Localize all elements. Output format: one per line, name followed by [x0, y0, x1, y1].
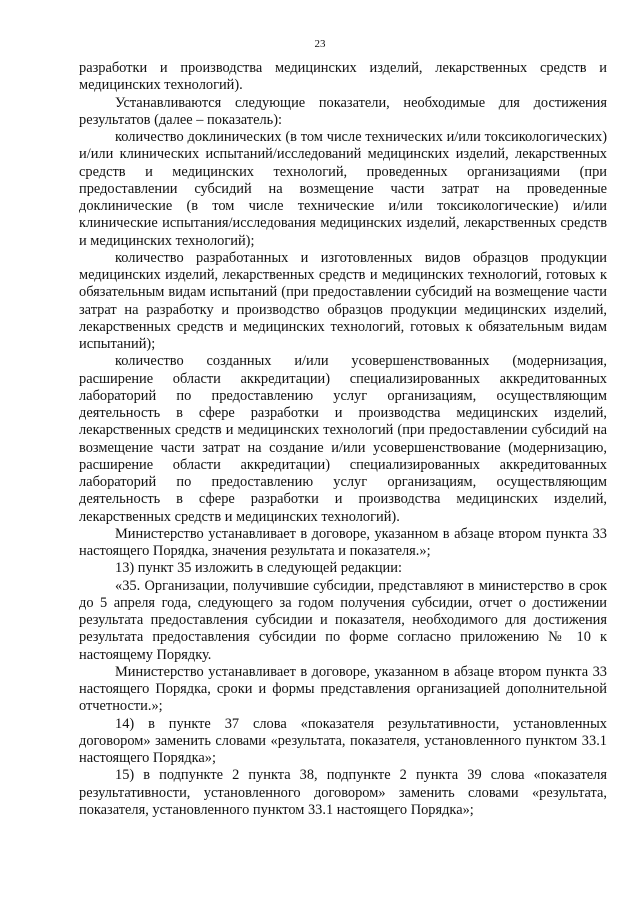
- paragraph: Министерство устанавливает в договоре, указанном в абзаце втором пункта 33 настоящего Порядка, сроки и формы представления организацией дополнительной отчетности.»;: [79, 663, 607, 715]
- paragraph: количество доклинических (в том числе технических и/или токсикологических) и/или клинических испытаний/исследований медицинских изделий, лекарственных средств и медицинских технологий, проведенных организациями (при предоставлении субсидий на возмещение части затрат на проведенные доклинические (в том числе технические и/или токсикологические) и/или клинические испытания/исследования медицинских изделий, лекарственных средств и медицинских технологий);: [79, 129, 607, 249]
- paragraph: количество созданных и/или усовершенствованных (модернизация, расширение области аккредитации) специализированных аккредитованных лабораторий по предоставлению услуг организациям, осуществляющим деятельность в сфере разработки и производства медицинских изделий, лекарственных средств и медицинских технологий (при предоставлении субсидий на возмещение части затрат на создание и/или усовершенствование (модернизацию, расширение области аккредитации) специализированных аккредитованных лабораторий по предоставлению услуг организациям, осуществляющим деятельность в сфере разработки и производства медицинских изделий, лекарственных средств и медицинских технологий).: [79, 353, 607, 525]
- paragraph: «35. Организации, получившие субсидии, представляют в министерство в срок до 5 апреля года, следующего за годом получения субсидии, отчет о достижении результата предоставления субсидии и показателя, необходимого для достижения результата предоставления субсидии по форме согласно приложению № 10 к настоящему Порядку.: [79, 577, 607, 663]
- paragraph: Устанавливаются следующие показатели, необходимые для достижения результатов (далее – показатель):: [79, 94, 607, 128]
- paragraph: количество разработанных и изготовленных видов образцов продукции медицинских изделий, лекарственных средств и медицинских технологий, готовых к обязательным видам испытаний (при предоставлении субсидий на возмещение части затрат на разработку и производство образцов продукции медицинских изделий, лекарственных средств и медицинских технологий, готовых к обязательным видам испытаний);: [79, 249, 607, 352]
- paragraph: 15) в подпункте 2 пункта 38, подпункте 2 пункта 39 слова «показателя результативности, установленного договором» заменить словами «результата, показателя, установленного пунктом 33.1 настоящего Порядка»;: [79, 767, 607, 818]
- paragraph: Министерство устанавливает в договоре, указанном в абзаце втором пункта 33 настоящего Порядка, значения результата и показателя.»;: [79, 525, 607, 559]
- paragraph: 13) пункт 35 изложить в следующей редакции:: [115, 560, 402, 577]
- page-number: 23: [314, 38, 326, 50]
- paragraph: разработки и производства медицинских изделий, лекарственных средств и медицинских технологий).: [79, 60, 607, 94]
- document-body: [79, 60, 607, 819]
- paragraph: 14) в пункте 37 слова «показателя результативности, установленных договором» заменить словами «результата, показателя, установленного пунктом 33.1 настоящего Порядка»;: [79, 715, 607, 766]
